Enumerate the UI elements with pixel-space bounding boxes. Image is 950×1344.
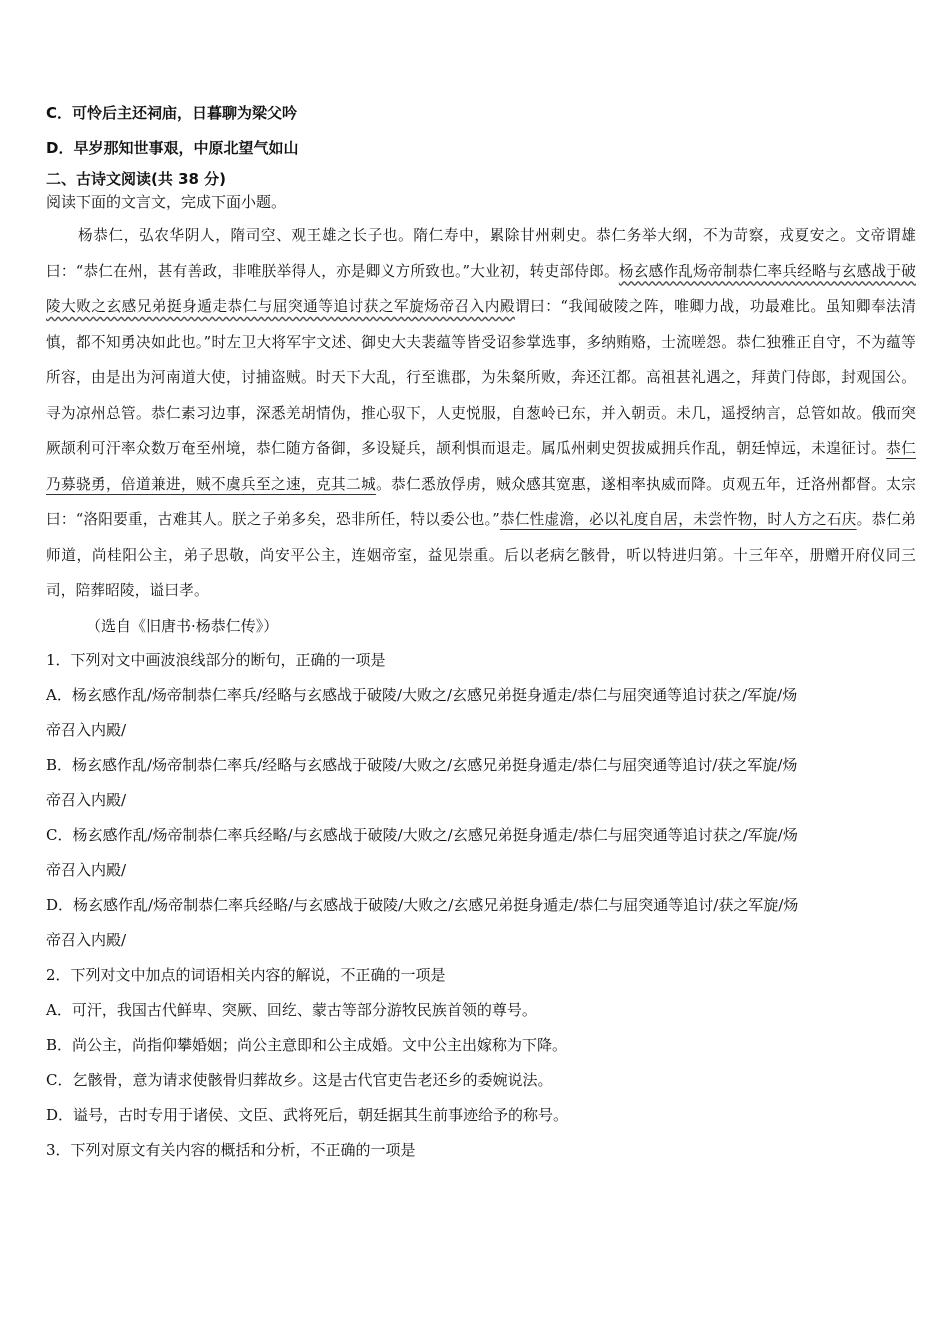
question-2-option-b: B．尚公主，尚指仰攀婚姻；尚公主意即和公主成婚。文中公主出嫁称为下降。 [46, 1035, 568, 1054]
option-line: C．杨玄感作乱/炀帝制恭仁率兵经略/与玄感战于破陵/大败之/玄感兄弟挺身遁走/恭仁与屈突通等追讨获之/军旋/炀 [46, 825, 798, 844]
question-2-stem: 2．下列对文中加点的词语相关内容的解说，不正确的一项是 [46, 965, 446, 984]
option-d-poem: D．早岁那知世事艰，中原北望气如山 [46, 139, 299, 157]
question-1-option-a [46, 678, 916, 748]
option-line: D．杨玄感作乱/炀帝制恭仁率兵经略/与玄感战于破陵/大败之/玄感兄弟挺身遁走/恭仁与屈突通等追讨/获之军旋/炀 [46, 895, 799, 914]
passage-part-3: 。恭仁悉放俘虏，贼众感其宽惠，遂相率执威而降。贞观五年，迁洛州都督。太宗曰：“洛阳要重，古难其人。朕之子弟多矣，恐非所任，特以委公也。” [46, 475, 916, 528]
option-line: 帝召入内殿/ [46, 930, 127, 949]
question-1-option-d [46, 888, 916, 958]
question-2-option-d: D．谥号，古时专用于诸侯、文臣、武将死后，朝廷据其生前事迹给予的称号。 [46, 1105, 569, 1124]
option-line: B．杨玄感作乱/炀帝制恭仁率兵/经略与玄感战于破陵/大败之/玄感兄弟挺身遁走/恭仁与屈突通等追讨/获之军旋/炀 [46, 755, 798, 774]
underlined-sentence-1: 恭仁乃募骁勇，倍道兼进，贼不虞兵至之速，克其二城 [46, 440, 916, 493]
question-2-option-c: C．乞骸骨，意为请求使骸骨归葬故乡。这是古代官吏告老还乡的委婉说法。 [46, 1070, 553, 1089]
passage-part-1: 杨恭仁，弘农华阴人，隋司空、观王雄之长子也。隋仁寿中，累除甘州刺史。恭仁务举大纲，不为苛察，戎夏安之。文帝谓雄曰：“恭仁在州，甚有善政，非唯朕举得人，亦是卿义方所致也。”大业初，转吏部侍郎。 [46, 227, 916, 280]
option-line: 帝召入内殿/ [46, 720, 127, 739]
document-page [46, 96, 916, 1168]
section-title: 二、古诗文阅读(共 38 分) [46, 170, 227, 188]
question-3-stem: 3．下列对原文有关内容的概括和分析，不正确的一项是 [46, 1140, 416, 1159]
passage-source: （选自《旧唐书·杨恭仁传》） [86, 616, 279, 635]
underlined-sentence-2: 恭仁性虚澹，必以礼度自居，未尝忤物，时人方之石庆 [499, 511, 857, 528]
wavy-underlined-text: 杨玄感作乱炀帝制恭仁率兵经略与玄感战于破陵大败之玄感兄弟挺身遁走恭仁与屈突通等追讨获之军旋炀帝召入内殿 [46, 262, 916, 315]
question-2-option-a: A．可汗，我国古代鲜卑、突厥、回纥、蒙古等部分游牧民族首领的尊号。 [46, 1000, 537, 1019]
option-c-poem: C．可怜后主还祠庙，日暮聊为梁父吟 [46, 104, 298, 122]
option-line: 帝召入内殿/ [46, 790, 127, 809]
classical-passage [46, 218, 916, 609]
passage-part-4: 。恭仁弟师道，尚桂阳公主，弟子思敬，尚安平公主，连姻帝室，益见崇重。后以老病乞骸骨，听以特进归第。十三年卒，册赠开府仪同三司，陪葬昭陵，谥曰孝。 [46, 511, 916, 599]
question-1-stem: 1．下列对文中画波浪线部分的断句，正确的一项是 [46, 650, 386, 669]
question-1-option-b [46, 748, 916, 818]
option-line: 帝召入内殿/ [46, 860, 127, 879]
option-line: A．杨玄感作乱/炀帝制恭仁率兵/经略与玄感战于破陵/大败之/玄感兄弟挺身遁走/恭仁与屈突通等追讨获之/军旋/炀 [46, 685, 798, 704]
section-instruction: 阅读下面的文言文，完成下面小题。 [46, 193, 287, 211]
question-1-option-c [46, 818, 916, 888]
passage-part-2: 谓曰：“我闻破陵之阵，唯卿力战，功最难比。虽知卿奉法清慎，都不知勇决如此也。”时左卫大将军宇文述、御史大夫裴蕴等皆受诏参掌选事，多纳贿赂，士流嗟怨。恭仁独雅正自守，不为蕴等所容，由是出为河南道大使，讨捕盗贼。时天下大乱，行至谯郡，为朱粲所败，奔还江都。高祖甚礼遇之，拜黄门侍郎，封观国公。寻为凉州总管。恭仁素习边事，深悉羌胡情伪，推心驭下，人吏悦服，自葱岭已东，并入朝贡。未几，遥授纳言，总管如故。俄而突厥颉利可汗率众数万奄至州境，恭仁随方备御，多设疑兵，颉利惧而退走。属瓜州刺史贺拔威拥兵作乱，朝廷悼远，未遑征讨。 [46, 298, 917, 457]
